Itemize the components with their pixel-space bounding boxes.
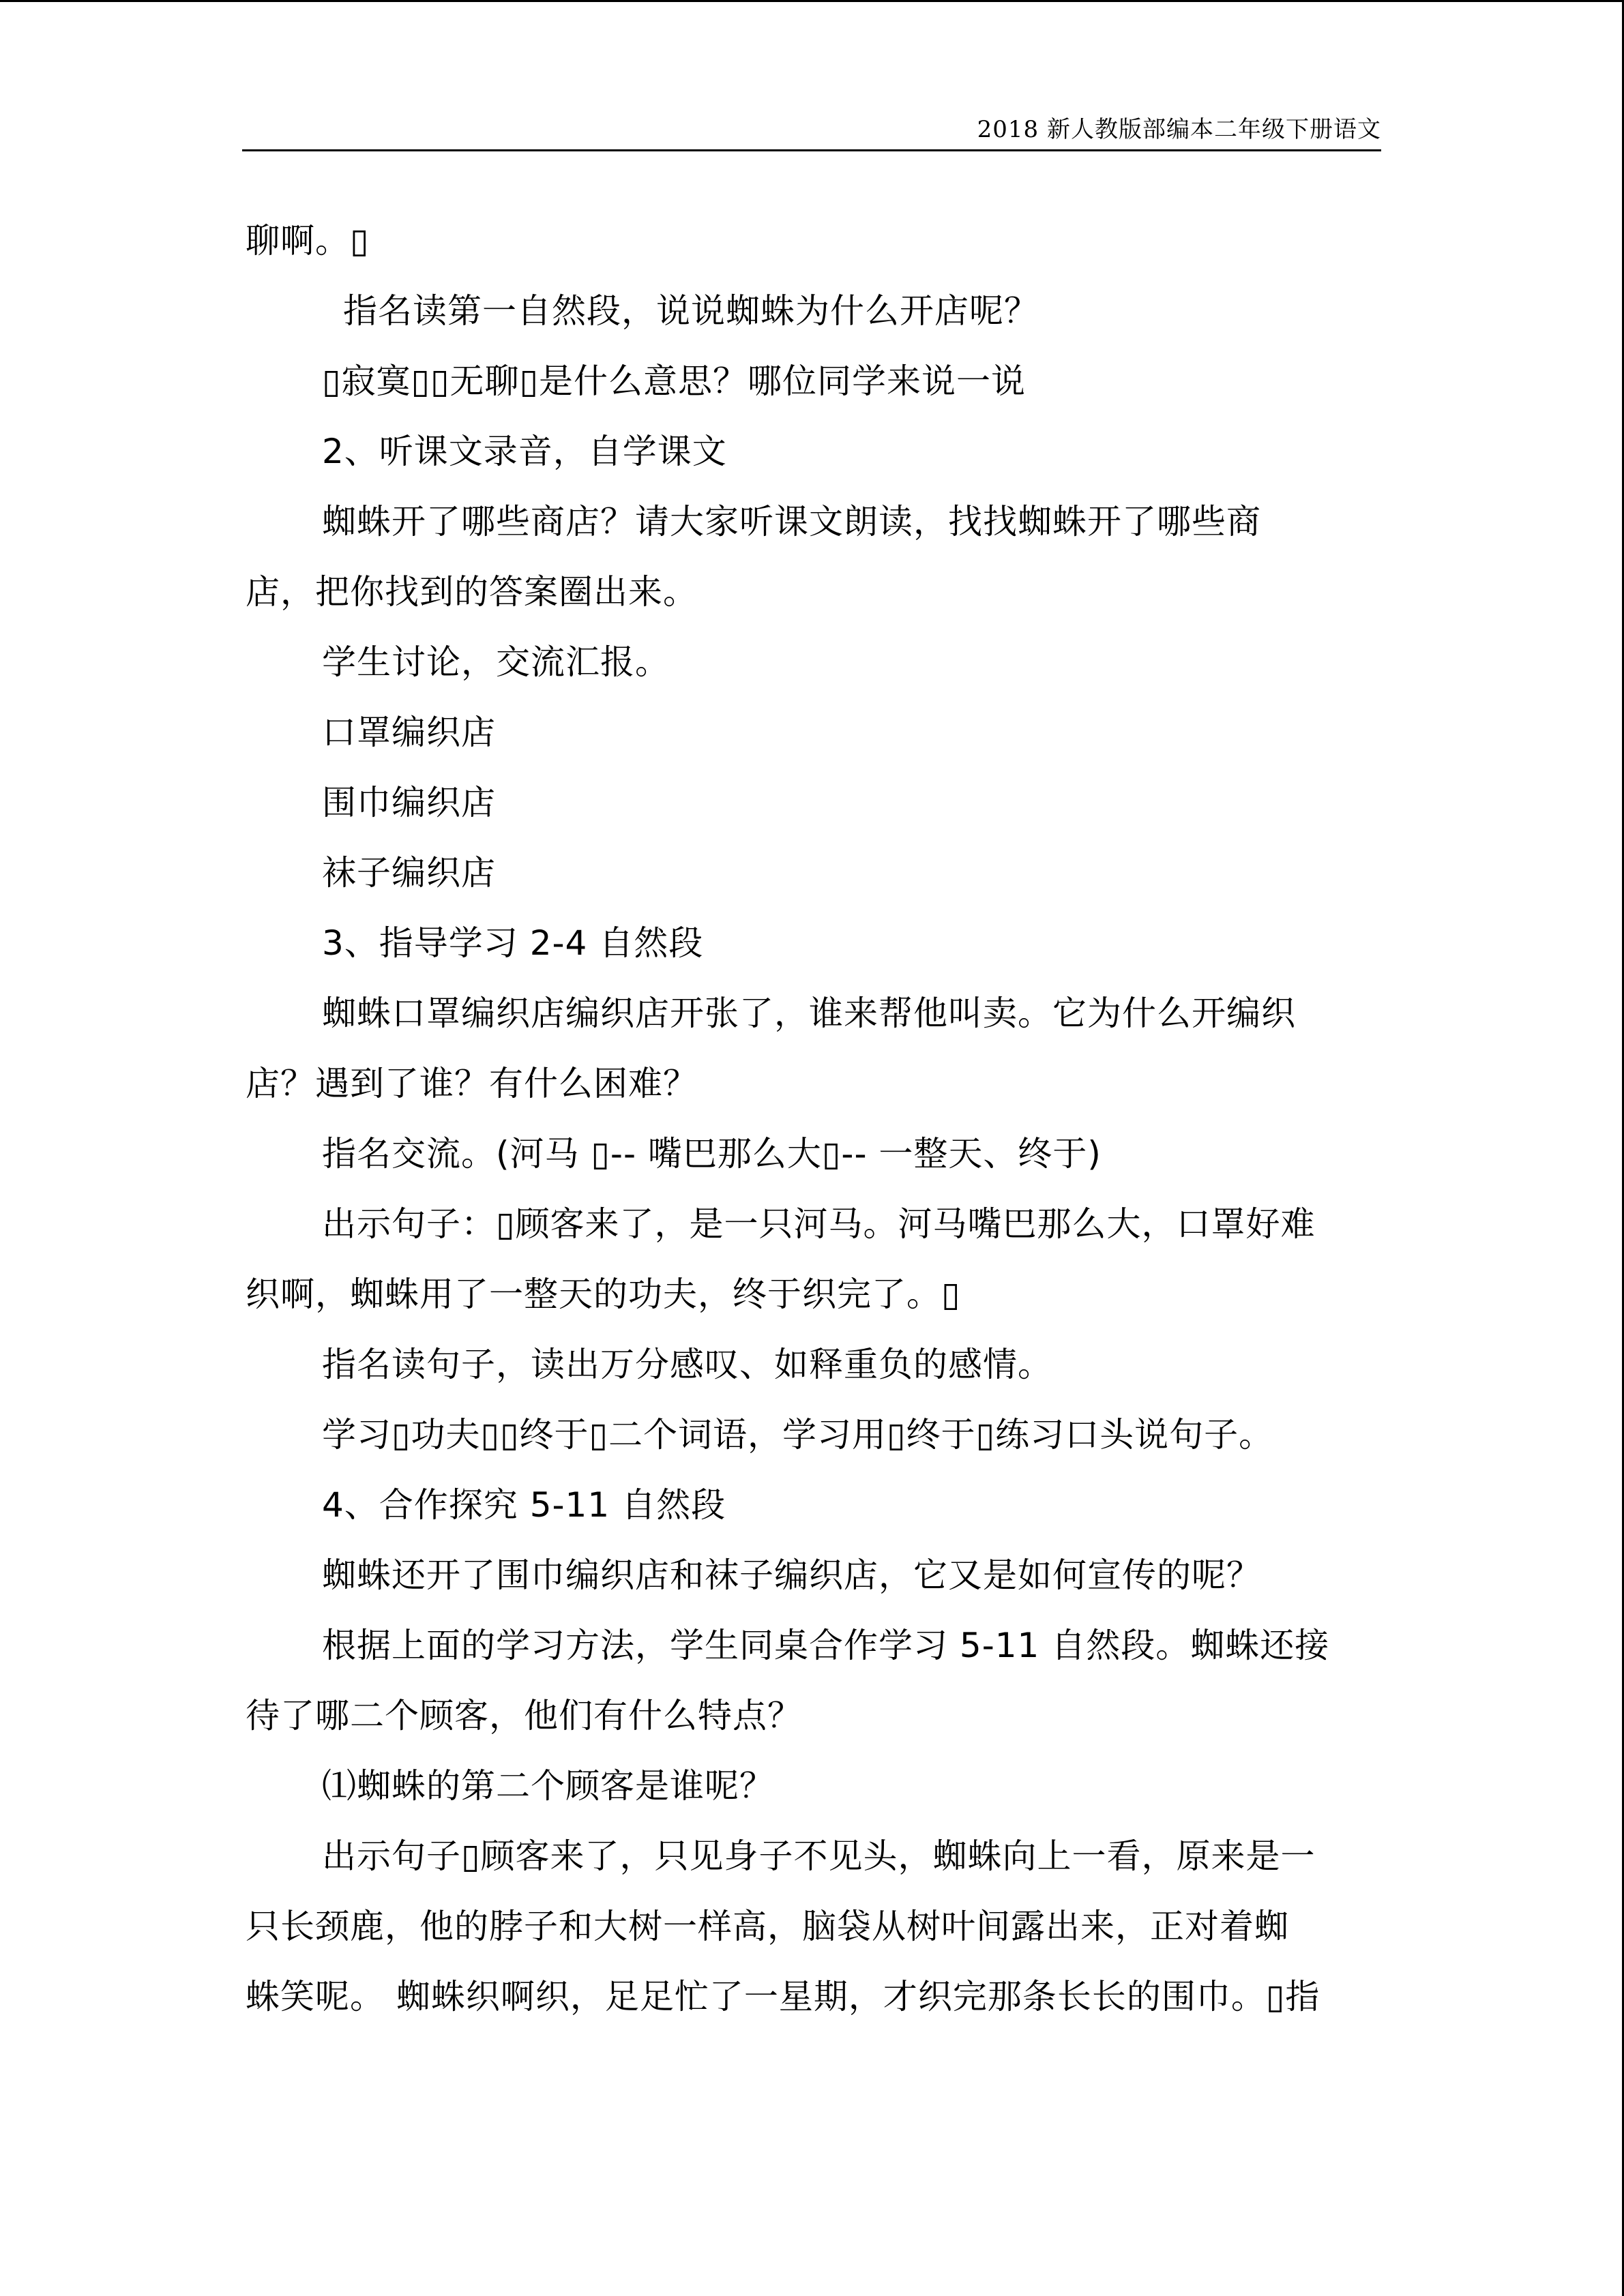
text-line: 指名读第一自然段，说说蜘蛛为什么开店呢？: [343, 291, 1039, 331]
text-line: 学生讨论，交流汇报。: [322, 642, 670, 682]
text-line: 出示句子▯顾客来了，只见身子不见头，蜘蛛向上一看，原来是一: [322, 1836, 1316, 1876]
text-line: 2、听课文录音，自学课文: [322, 432, 727, 471]
text-line: 3、指导学习 2-4 自然段: [322, 923, 704, 963]
text-line: ▯寂寞▯▯无聊▯是什么意思？哪位同学来说一说: [322, 361, 1027, 401]
text-line: 袜子编织店: [322, 853, 496, 893]
document-body: [246, 206, 1385, 2032]
text-line: 4、合作探究 5-11 自然段: [322, 1485, 726, 1525]
text-line: 蜘蛛口罩编织店编织店开张了，谁来帮他叫卖。它为什么开编织: [322, 994, 1296, 1033]
text-line: 指名读句子，读出万分感叹、如释重负的感情。: [322, 1345, 1052, 1384]
text-line: 织啊，蜘蛛用了一整天的功夫，终于织完了。▯: [246, 1274, 961, 1314]
text-line: 店？遇到了谁？有什么困难？: [246, 1064, 698, 1103]
text-line: 根据上面的学习方法，学生同桌合作学习 5-11 自然段。蜘蛛还接: [322, 1626, 1330, 1665]
text-line: ⑴蜘蛛的第二个顾客是谁呢？: [322, 1766, 774, 1806]
text-line: 蜘蛛开了哪些商店？请大家听课文朗读，找找蜘蛛开了哪些商: [322, 502, 1261, 541]
text-line: 店，把你找到的答案圈出来。: [246, 572, 698, 612]
text-line: 聊啊。▯: [246, 221, 370, 260]
text-line: 口罩编织店: [322, 713, 496, 752]
text-line: 围巾编织店: [322, 783, 496, 822]
text-line: 出示句子：▯顾客来了，是一只河马。河马嘴巴那么大，口罩好难: [322, 1204, 1316, 1244]
text-line: 指名交流。(河马 ▯-- 嘴巴那么大▯-- 一整天、终于): [322, 1134, 1102, 1174]
text-line: 待了哪二个顾客，他们有什么特点？: [246, 1696, 802, 1735]
text-line: 学习▯功夫▯▯终于▯二个词语，学习用▯终于▯练习口头说句子。: [322, 1415, 1274, 1455]
text-line: 蜘蛛还开了围巾编织店和袜子编织店，它又是如何宣传的呢？: [322, 1555, 1261, 1595]
page-header: [242, 109, 1381, 151]
text-line: 只长颈鹿，他的脖子和大树一样高，脑袋从树叶间露出来，正对着蜘: [246, 1907, 1289, 1946]
text-line: 蛛笑呢。 蜘蛛织啊织，足足忙了一星期，才织完那条长长的围巾。▯指: [246, 1977, 1320, 2016]
header-title: 2018 新人教版部编本二年级下册语文: [977, 116, 1381, 143]
